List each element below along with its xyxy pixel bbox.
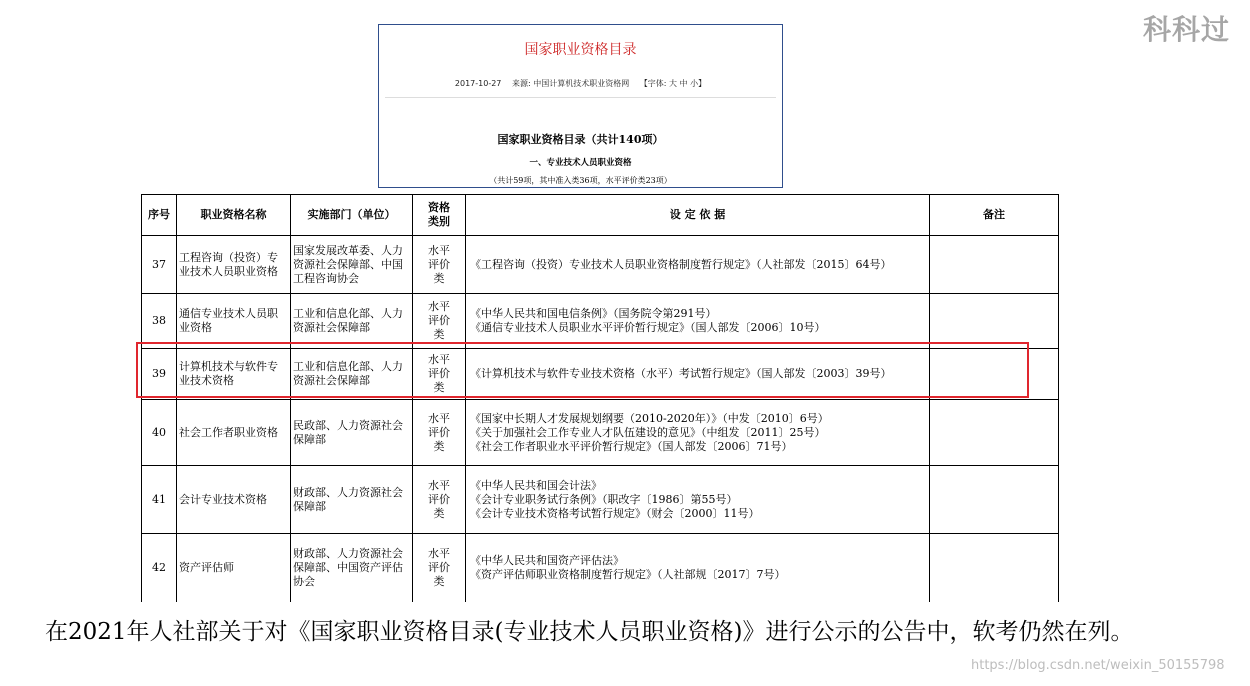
row-department: 民政部、人力资源社会保障部: [291, 400, 413, 466]
row-remark: [930, 400, 1059, 466]
header-dept: 实施部门（单位）: [291, 195, 413, 236]
caption-text: 在2021年人社部关于对《国家职业资格目录(专业技术人员职业资格)》进行公示的公告中，软考仍然在列。: [45, 619, 1134, 645]
row-number: 38: [142, 294, 177, 349]
row-category: 水平评价类: [413, 236, 466, 294]
basis-line: 《社会工作者职业水平评价暂行规定》（国人部发〔2006〕71号）: [470, 439, 793, 453]
basis-line: 《工程咨询（投资）专业技术人员职业资格制度暂行规定》（人社部发〔2015〕64号）: [470, 257, 892, 271]
row-basis: [466, 294, 930, 349]
header-remark: 备注: [930, 195, 1059, 236]
table-row: [142, 400, 1059, 466]
row-basis: [466, 534, 930, 602]
basis-line: 《中华人民共和国会计法》: [470, 478, 602, 492]
notice-summary: （共计59项，其中准入类36项，水平评价类23项）: [489, 176, 672, 185]
row-category: 水平评价类: [413, 349, 466, 400]
row-remark: [930, 466, 1059, 534]
notice-heading: 国家职业资格目录（共计140项）: [497, 133, 664, 146]
table-row: [142, 236, 1059, 294]
basis-line: 《计算机技术与软件专业技术资格（水平）考试暂行规定》（国人部发〔2003〕39号）: [470, 367, 892, 380]
row-category: 水平评价类: [413, 466, 466, 534]
row-number: 42: [142, 534, 177, 602]
row-department: 工业和信息化部、人力资源社会保障部: [291, 294, 413, 349]
row-basis: [466, 400, 930, 466]
basis-line: 《国家中长期人才发展规划纲要（2010-2020年）》（中发〔2010〕6号）: [470, 411, 829, 425]
url-watermark: https://blog.csdn.net/weixin_50155798: [971, 658, 1225, 673]
basis-line: 《资产评估师职业资格制度暂行规定》（人社部规〔2017〕7号）: [470, 567, 786, 581]
basis-line: 《中华人民共和国资产评估法》: [470, 553, 624, 567]
site-watermark: 科科过: [1143, 13, 1231, 46]
row-remark: [930, 236, 1059, 294]
notice-date: 2017-10-27: [454, 79, 502, 88]
notice-divider: [385, 97, 776, 98]
row-category: 水平评价类: [413, 534, 466, 602]
header-type: 资格类别: [413, 195, 466, 236]
row-department: 财政部、人力资源社会保障部、中国资产评估协会: [291, 534, 413, 602]
row-qualification-name: 社会工作者职业资格: [177, 400, 291, 466]
row-basis: [466, 236, 930, 294]
row-qualification-name: 工程咨询（投资）专业技术人员职业资格: [177, 236, 291, 294]
header-name: 职业资格名称: [177, 195, 291, 236]
header-basis: 设 定 依 据: [466, 195, 930, 236]
basis-line: 《会计专业技术资格考试暂行规定》（财会〔2000〕11号）: [470, 506, 760, 520]
row-department: 国家发展改革委、人力资源社会保障部、中国工程咨询协会: [291, 236, 413, 294]
notice-font-size-control[interactable]: 【字体: 大 中 小】: [639, 79, 707, 88]
basis-line: 《关于加强社会工作专业人才队伍建设的意见》（中组发〔2011〕25号）: [470, 425, 826, 439]
row-number: 40: [142, 400, 177, 466]
row-number: 41: [142, 466, 177, 534]
basis-line: 《会计专业职务试行条例》（职改字〔1986〕第55号）: [470, 492, 738, 506]
table-row: [142, 294, 1059, 349]
row-category: 水平评价类: [413, 294, 466, 349]
notice-meta: [379, 78, 782, 89]
notice-screenshot: [378, 24, 783, 188]
row-number: 39: [142, 349, 177, 400]
header-no: 序号: [142, 195, 177, 236]
row-qualification-name: 资产评估师: [177, 534, 291, 602]
table-row: [142, 466, 1059, 534]
row-qualification-name: 计算机技术与软件专业技术资格: [177, 349, 291, 400]
row-remark: [930, 534, 1059, 602]
row-qualification-name: 会计专业技术资格: [177, 466, 291, 534]
notice-source: 来源: 中国计算机技术职业资格网: [511, 79, 630, 88]
table-header-row: [142, 195, 1059, 236]
basis-line: 《中华人民共和国电信条例》（国务院令第291号）: [470, 307, 717, 320]
basis-line: 《通信专业技术人员职业水平评价暂行规定》（国人部发〔2006〕10号）: [470, 321, 826, 334]
row-qualification-name: 通信专业技术人员职业资格: [177, 294, 291, 349]
row-department: 财政部、人力资源社会保障部: [291, 466, 413, 534]
row-remark: [930, 294, 1059, 349]
row-department: 工业和信息化部、人力资源社会保障部: [291, 349, 413, 400]
notice-subheading: 一、专业技术人员职业资格: [529, 158, 632, 168]
row-basis: [466, 466, 930, 534]
row-category: 水平评价类: [413, 400, 466, 466]
table-row: [142, 534, 1059, 602]
notice-title: 国家职业资格目录: [524, 42, 637, 58]
highlight-box: [136, 342, 1029, 398]
row-number: 37: [142, 236, 177, 294]
